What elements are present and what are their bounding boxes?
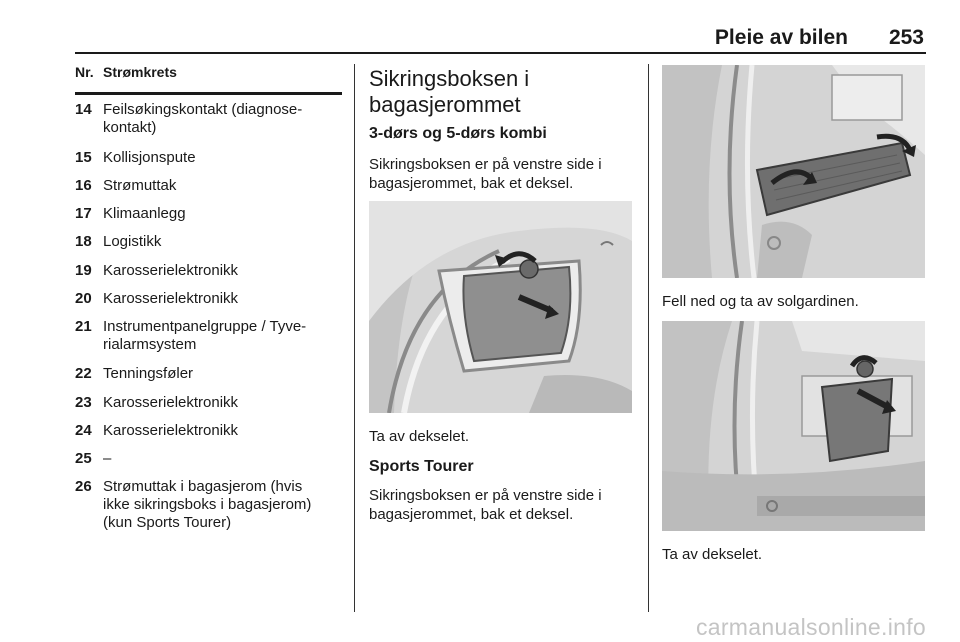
paragraph-sports-tourer: Sikringsboksen er på venstre side i bagasjerommet, bak et deksel. [369,487,602,523]
row-number: 26 [75,478,92,495]
caption-remove-sunblind: Fell ned og ta av solgardinen. [662,293,859,310]
row-circuit: Strømuttak i bagasjerom (hvis ikke sikringsboks i bagasjerom) (kun Sports Tourer) [103,478,312,531]
caption-remove-cover-2: Ta av dekselet. [662,546,763,563]
header-rule [75,52,926,54]
row-number: 25 [75,450,92,467]
figure-fusebox-cover-kombi [369,201,632,413]
row-number: 16 [75,177,92,194]
row-circuit: Klimaanlegg [103,205,186,222]
row-circuit: Karosserielektronikk [103,422,239,439]
watermark: carmanualsonline.info [695,614,926,640]
row-circuit: Karosserielektronikk [103,394,239,411]
row-number: 18 [75,233,92,250]
caption-remove-cover: Ta av dekselet. [369,428,470,445]
section-title: Sikringsboksen i bagasjerommet [369,66,530,117]
paragraph-kombi: Sikringsboksen er på venstre side i bagasjerommet, bak et deksel. [369,156,602,192]
row-number: 20 [75,290,92,307]
row-circuit: Kollisjonspute [103,149,196,166]
column-divider [354,64,355,612]
figure-sunblind [662,65,925,278]
row-number: 24 [75,422,92,439]
row-number: 17 [75,205,92,222]
row-circuit: Feilsøkingskontakt (diagnose- kontakt) [103,101,303,136]
row-number: 15 [75,149,92,166]
row-circuit: Logistikk [103,233,162,250]
row-number: 21 [75,318,92,335]
row-number: 19 [75,262,92,279]
row-number: 23 [75,394,92,411]
subheading-sports-tourer: Sports Tourer [369,458,474,475]
row-circuit: Strømuttak [103,177,177,194]
row-number: 22 [75,365,92,382]
column-header-circuit: Strømkrets [103,64,177,80]
row-circuit: Karosserielektronikk [103,262,239,279]
page-number: 253 [888,26,924,49]
running-header-title: Pleie av bilen [714,26,848,49]
row-circuit: – [103,450,112,467]
figure-fusebox-cover-sports-tourer [662,321,925,531]
row-circuit: Karosserielektronikk [103,290,239,307]
column-header-nr: Nr. [75,64,94,80]
column-divider [648,64,649,612]
row-number: 14 [75,101,92,118]
table-header-rule [75,92,342,95]
subheading-kombi: 3-dørs og 5-dørs kombi [369,125,547,142]
row-circuit: Tenningsføler [103,365,194,382]
row-circuit: Instrumentpanelgruppe / Tyve- rialarmsystem [103,318,307,353]
